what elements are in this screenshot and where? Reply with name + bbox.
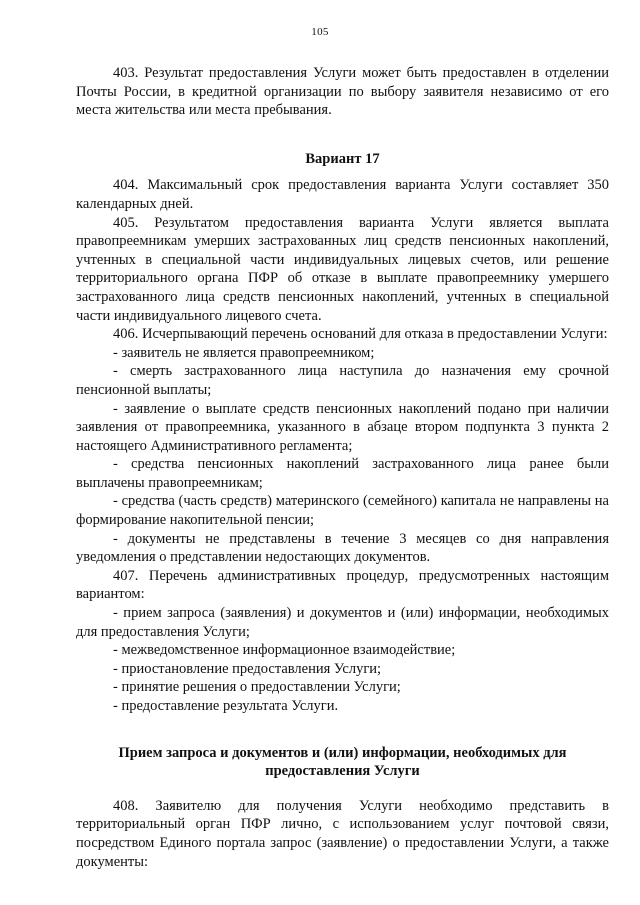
paragraph-403: 403. Результат предоставления Услуги может быть предоставлен в отделении Почты России, в кредитной организации по выбору заявителя независимо от его места жительства или места пребывания. [76, 65, 609, 119]
list-item: - смерть застрахованного лица наступила до назначения ему срочной пенсионной выплаты; [76, 363, 609, 398]
list-item: - предоставление результата Услуги. [113, 698, 339, 714]
paragraph-408: 408. Заявителю для получения Услуги необходимо представить в территориальный орган ПФР лично, с использованием услуг почтовой связи, посредством Единого портала запрос (заявление) о предоставлении Услуги, а также документы: [76, 797, 609, 870]
paragraph-407: 407. Перечень административных процедур, предусмотренных настоящим вариантом: [76, 567, 609, 603]
list-item: - принятие решения о предоставлении Услуги; [113, 679, 401, 696]
list-item: - приостановление предоставления Услуги; [113, 660, 382, 677]
list-item: - заявление о выплате средств пенсионных накоплений подано при наличии заявления от правопреемника, указанного в абзаце втором подпункта 3 пункта 2 настоящего Административного регламента; [76, 400, 609, 454]
list-item: - заявитель не является правопреемником; [113, 344, 375, 361]
list-item: - средства пенсионных накоплений застрахованного лица ранее были выплачены правопреемникам; [76, 456, 609, 491]
list-item: - документы не представлены в течение 3 месяцев со дня направления уведомления о представлении недостающих документов. [76, 530, 609, 566]
list-item: - межведомственное информационное взаимодействие; [113, 642, 456, 659]
page-number: 105 [311, 26, 329, 38]
paragraph-406: 406. Исчерпывающий перечень оснований для отказа в предоставлении Услуги: [113, 326, 608, 343]
paragraph-404: 404. Максимальный срок предоставления варианта Услуги составляет 350 календарных дней. [76, 177, 609, 212]
paragraph-405: 405. Результатом предоставления варианта Услуги является выплата правопреемникам умерших застрахованных лиц средств пенсионных накоплений, учтенных в специальной части индивидуальных лицевых счетов, или решение территориального органа ПФР об отказе в выплате правопреемнику умершего застрахованного лица средств пенсионных накоплений, учтенных в специальной части индивидуального лицевого счета. [76, 214, 609, 324]
list-item: - прием запроса (заявления) и документов и (или) информации, необходимых для предоставления Услуги; [76, 605, 609, 640]
list-item: - средства (часть средств) материнского (семейного) капитала не направлены на формирование накопительной пенсии; [76, 493, 609, 529]
variant-heading: Вариант 17 [305, 150, 380, 167]
section-heading: Прием запроса и документов и (или) информации, необходимых для предоставления Услуги [118, 744, 567, 780]
document-body [76, 64, 609, 871]
